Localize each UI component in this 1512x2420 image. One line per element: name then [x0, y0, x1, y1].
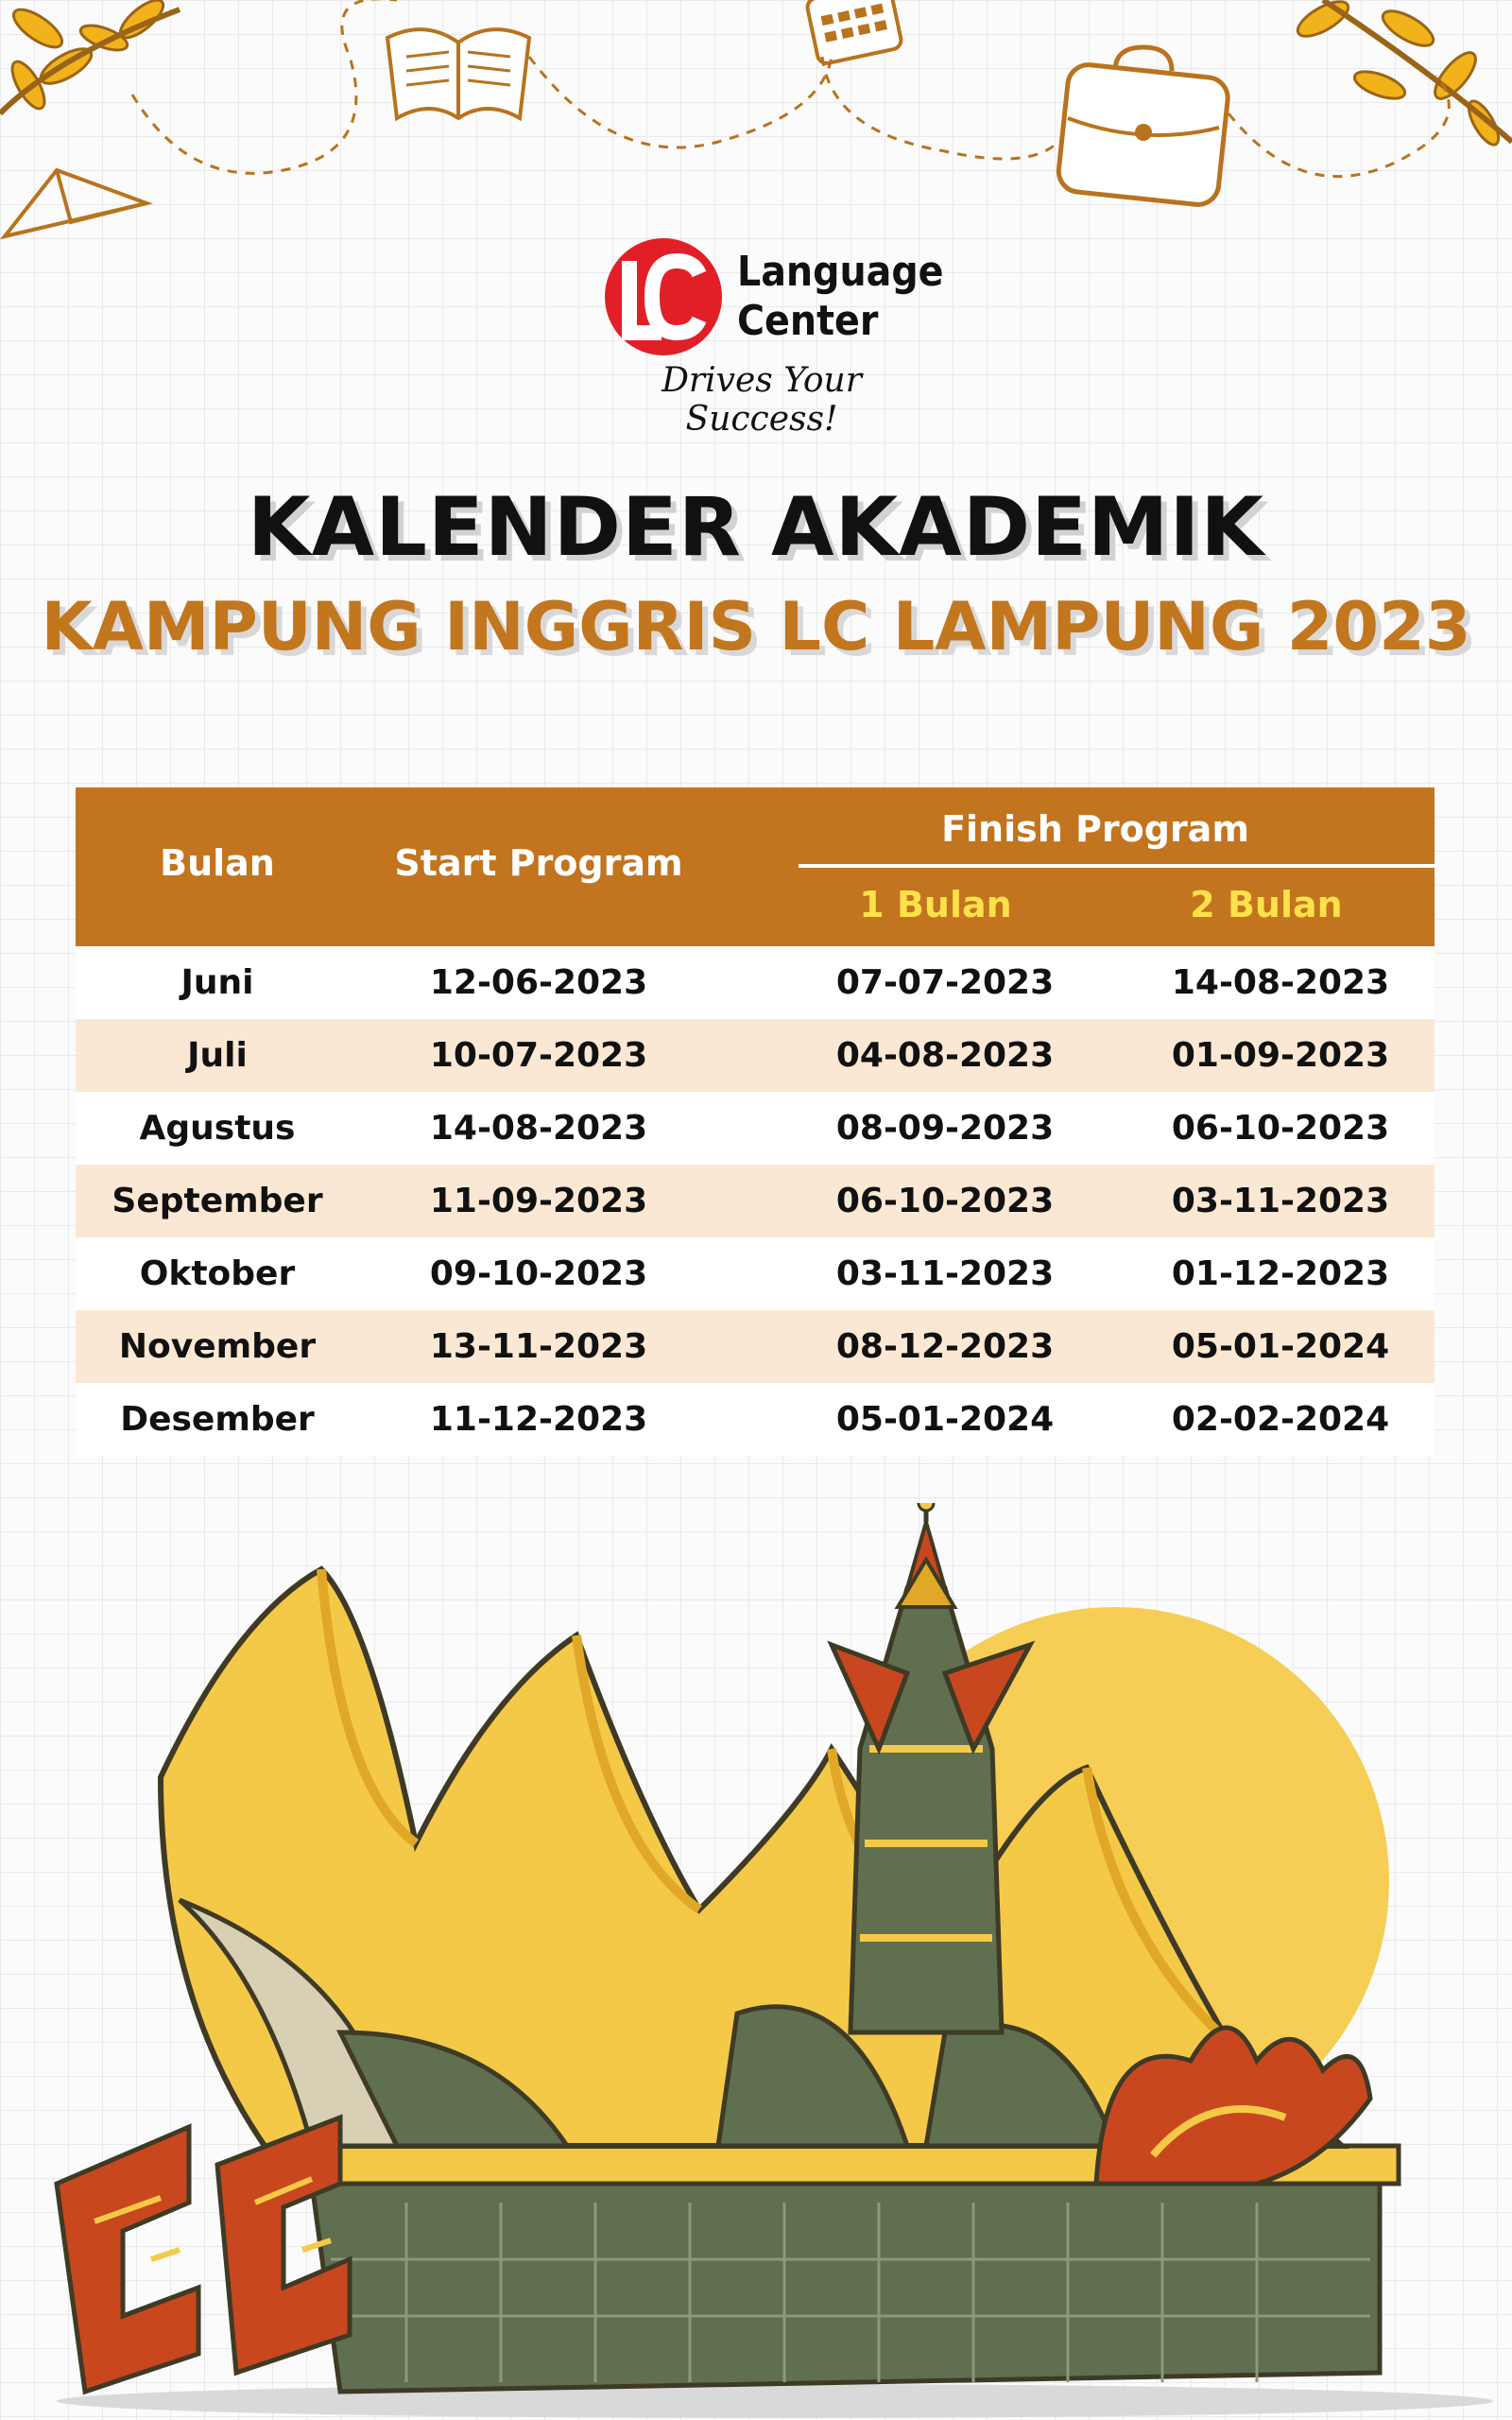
- cell-finish-1: 03-11-2023: [835, 1254, 1055, 1293]
- cell-finish-2: 01-12-2023: [1171, 1254, 1390, 1293]
- table-row: [76, 1237, 1435, 1310]
- table-row: [76, 1383, 1435, 1456]
- brand-logo: [601, 231, 944, 439]
- cell-month: Agustus: [139, 1109, 296, 1148]
- table-row: [76, 1019, 1435, 1092]
- table-header: [76, 787, 1435, 946]
- cell-finish-2: 01-09-2023: [1171, 1036, 1390, 1075]
- cell-finish-1: 07-07-2023: [835, 963, 1055, 1002]
- cell-finish-1: 08-12-2023: [835, 1327, 1055, 1366]
- cell-finish-2: 06-10-2023: [1171, 1109, 1390, 1148]
- header-month: Bulan: [160, 842, 275, 884]
- cell-finish-1: 05-01-2024: [835, 1400, 1055, 1439]
- cell-start: 09-10-2023: [429, 1254, 648, 1293]
- cell-start: 12-06-2023: [429, 963, 648, 1002]
- cell-month: Oktober: [139, 1254, 296, 1293]
- cell-finish-1: 06-10-2023: [835, 1182, 1055, 1220]
- brand-tagline: Drives Your Success!: [662, 361, 862, 439]
- academic-calendar-table: [76, 787, 1435, 1456]
- cell-start: 10-07-2023: [429, 1036, 648, 1075]
- brand-name: [737, 248, 944, 346]
- table-row: [76, 946, 1435, 1019]
- brand-name-line2: Center: [737, 297, 879, 345]
- cell-finish-2: 03-11-2023: [1171, 1182, 1390, 1220]
- cell-month: September: [112, 1182, 323, 1220]
- cell-month: November: [118, 1327, 317, 1366]
- header-finish-1-month: 1 Bulan: [859, 884, 1012, 925]
- cell-start: 13-11-2023: [429, 1327, 648, 1366]
- brand-name-line1: Language: [737, 248, 944, 296]
- header-divider: [799, 864, 1435, 868]
- cell-finish-2: 05-01-2024: [1171, 1327, 1390, 1366]
- table-row: [76, 1310, 1435, 1383]
- cell-start: 14-08-2023: [429, 1109, 648, 1148]
- table-row: [76, 1092, 1435, 1165]
- header-finish-2-month: 2 Bulan: [1190, 884, 1343, 925]
- cell-month: Juli: [187, 1036, 248, 1075]
- cell-finish-1: 08-09-2023: [835, 1109, 1055, 1148]
- cell-start: 11-09-2023: [429, 1182, 648, 1220]
- header-start-program: Start Program: [394, 842, 683, 884]
- cell-finish-1: 04-08-2023: [835, 1036, 1055, 1075]
- cell-finish-2: 14-08-2023: [1171, 963, 1390, 1002]
- cell-finish-2: 02-02-2024: [1171, 1400, 1390, 1439]
- cell-start: 11-12-2023: [429, 1400, 648, 1439]
- cell-month: Desember: [120, 1400, 315, 1439]
- table-row: [76, 1165, 1435, 1237]
- page-subtitle: KAMPUNG INGGRIS LC LAMPUNG 2023: [41, 588, 1471, 666]
- header-finish-program: Finish Program: [941, 808, 1249, 850]
- page-title: KALENDER AKADEMIK: [247, 480, 1265, 575]
- lampung-tower-illustration: [0, 1503, 1512, 2420]
- cell-month: Juni: [180, 963, 254, 1002]
- dashed-path-decoration: [0, 0, 1512, 246]
- lc-logo-icon: [601, 234, 726, 359]
